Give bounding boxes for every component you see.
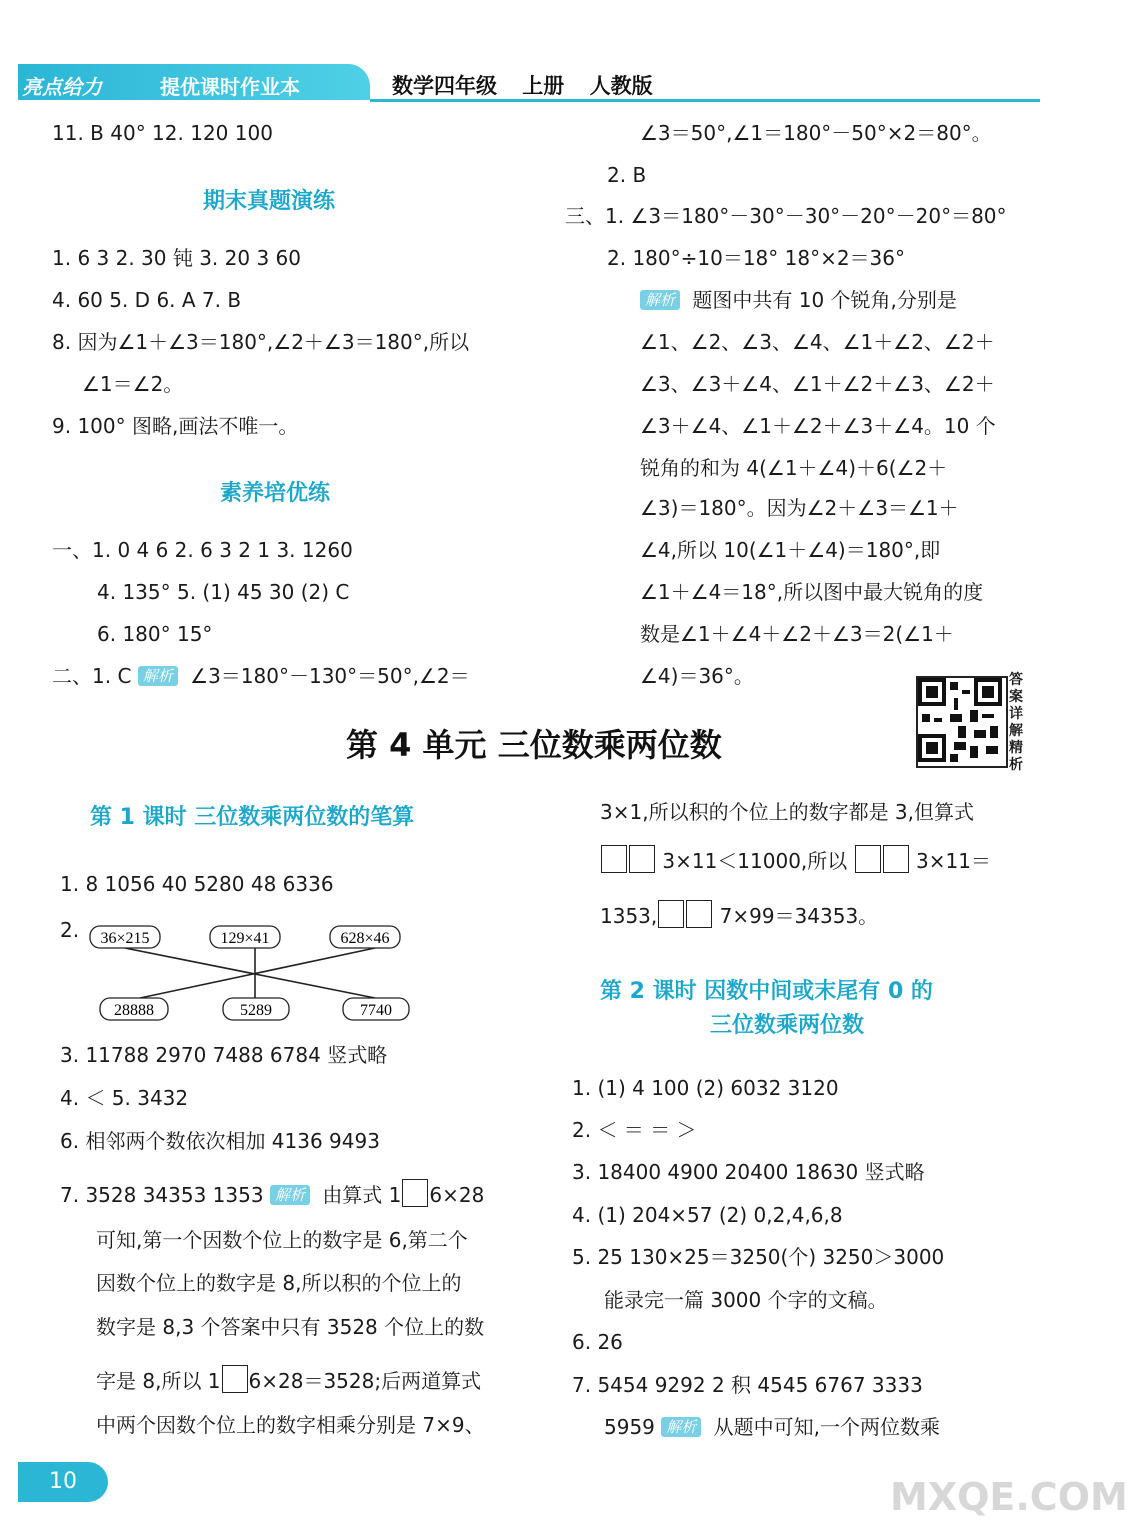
blank-box <box>883 845 909 873</box>
blank-box <box>658 900 684 928</box>
answer-line: 能录完一篇 3000 个字的文稿。 <box>604 1288 888 1312</box>
answer-line: ∠3、∠3＋∠4、∠1＋∠2＋∠3、∠2＋ <box>640 372 995 396</box>
header-subtitle: 提优课时作业本 <box>160 75 300 99</box>
section-title-final-exam: 期末真题演练 <box>203 189 336 214</box>
header-rule <box>370 99 1040 102</box>
match-top-1: 36×215 <box>100 930 150 947</box>
analysis-tag: 解析 <box>640 290 680 310</box>
lesson1-title: 第 1 课时 三位数乘两位数的笔算 <box>90 805 415 830</box>
answer-text: 由算式 1 <box>322 1183 402 1207</box>
blank-box <box>402 1179 428 1207</box>
answer-line: 1. 8 1056 40 5280 48 6336 <box>60 872 334 896</box>
answer-line: ∠4,所以 10(∠1＋∠4)＝180°,即 <box>640 538 941 562</box>
qr-code-label: 答案详解精析 <box>1009 672 1023 773</box>
answer-line: 8. 因为∠1＋∠3＝180°,∠2＋∠3＝180°,所以 <box>52 330 470 354</box>
lesson2-title-line2: 三位数乘两位数 <box>710 1013 865 1038</box>
answer-line <box>600 900 878 928</box>
blank-box <box>686 900 712 928</box>
answer-line: 三、1. ∠3＝180°－30°－30°－20°－20°＝80° <box>565 204 1007 228</box>
answer-text: 题图中共有 10 个锐角,分别是 <box>692 288 957 312</box>
answer-line: ∠3)＝180°。因为∠2＋∠3＝∠1＋ <box>640 496 959 520</box>
answer-line: 数是∠1＋∠4＋∠2＋∠3＝2(∠1＋ <box>640 622 954 646</box>
matching-diagram <box>85 920 445 1025</box>
answer-line: 1. 6 3 2. 30 钝 3. 20 3 60 <box>52 246 301 270</box>
match-top-2: 129×41 <box>220 930 270 947</box>
answer-line: 1. (1) 4 100 (2) 6032 3120 <box>572 1076 839 1100</box>
match-bottom-2: 5289 <box>240 1002 272 1019</box>
analysis-tag: 解析 <box>138 666 178 686</box>
answer-line: 4. ＜ 5. 3432 <box>60 1086 189 1110</box>
answer-line: 9. 100° 图略,画法不唯一。 <box>52 414 299 438</box>
answer-text: 6×28＝3528;后两道算式 <box>248 1369 482 1393</box>
answer-text: 7. 3528 34353 1353 <box>60 1183 264 1207</box>
page-number: 10 <box>18 1462 108 1502</box>
header-brand: 亮点给力 <box>22 75 102 99</box>
blank-box <box>855 845 881 873</box>
answer-text: 5959 <box>604 1415 655 1439</box>
answer-line: ∠1、∠2、∠3、∠4、∠1＋∠2、∠2＋ <box>640 330 995 354</box>
answer-line: 2. B <box>607 163 647 187</box>
blank-box <box>222 1365 248 1393</box>
answer-line: ∠4)＝36°。 <box>640 664 754 688</box>
answer-line <box>60 1179 484 1207</box>
answer-line <box>52 664 470 688</box>
blank-box <box>629 845 655 873</box>
answer-line: 2. 180°÷10＝18° 18°×2＝36° <box>607 246 906 270</box>
analysis-tag: 解析 <box>270 1185 310 1205</box>
answer-line: 4. 135° 5. (1) 45 30 (2) C <box>97 580 350 604</box>
answer-line <box>96 1365 481 1393</box>
answer-line: 2. ＜ ＝ ＝ ＞ <box>572 1118 697 1142</box>
answer-line: 5. 25 130×25＝3250(个) 3250＞3000 <box>572 1245 945 1269</box>
answer-line <box>640 288 957 312</box>
answer-line: 因数个位上的数字是 8,所以积的个位上的 <box>96 1271 462 1295</box>
answer-line: 中两个因数个位上的数字相乘分别是 7×9、 <box>96 1413 485 1437</box>
unit-title: 第 4 单元 三位数乘两位数 <box>346 726 722 764</box>
answer-line: 4. 60 5. D 6. A 7. B <box>52 288 242 312</box>
answer-line: 可知,第一个因数个位上的数字是 6,第二个 <box>96 1228 468 1252</box>
analysis-tag: 解析 <box>661 1417 701 1437</box>
answer-line: 锐角的和为 4(∠1＋∠4)＋6(∠2＋ <box>640 456 948 480</box>
lesson2-title: 第 2 课时 因数中间或末尾有 0 的 <box>600 979 933 1004</box>
header-book-info: 数学四年级 上册 人教版 <box>392 74 653 98</box>
answer-line: ∠1＋∠4＝18°,所以图中最大锐角的度 <box>640 580 984 604</box>
answer-line: 3. 18400 4900 20400 18630 竖式略 <box>572 1160 925 1184</box>
answer-line: 3. 11788 2970 7488 6784 竖式略 <box>60 1043 388 1067</box>
answer-line: 7. 5454 9292 2 积 4545 6767 3333 <box>572 1373 923 1397</box>
watermark: MXQE.COM <box>890 1475 1128 1519</box>
answer-text: 字是 8,所以 1 <box>96 1369 221 1393</box>
answer-text: 二、1. C <box>52 664 132 688</box>
answer-text: 6×28 <box>429 1183 485 1207</box>
answer-line: 6. 180° 15° <box>97 622 213 646</box>
answer-line: 数字是 8,3 个答案中只有 3528 个位上的数 <box>96 1315 485 1339</box>
answer-line: 一、1. 0 4 6 2. 6 3 2 1 3. 1260 <box>52 538 353 562</box>
answer-line: 6. 26 <box>572 1330 623 1354</box>
answer-line: 6. 相邻两个数依次相加 4136 9493 <box>60 1129 380 1153</box>
match-top-3: 628×46 <box>340 930 390 947</box>
answer-line: 11. B 40° 12. 120 100 <box>52 121 273 145</box>
answer-text: 从题中可知,一个两位数乘 <box>713 1415 940 1439</box>
answer-line: 3×1,所以积的个位上的数字都是 3,但算式 <box>600 800 975 824</box>
answer-text: ∠3＝180°－130°＝50°,∠2＝ <box>190 664 470 688</box>
answer-line <box>604 1415 940 1439</box>
answer-line: 4. (1) 204×57 (2) 0,2,4,6,8 <box>572 1203 843 1227</box>
answer-text: 3×11＝ <box>916 849 991 873</box>
qr-code-icon[interactable] <box>916 676 1008 768</box>
blank-box <box>601 845 627 873</box>
match-bottom-1: 28888 <box>114 1002 154 1019</box>
section-title-literacy: 素养培优练 <box>220 481 331 506</box>
answer-line: 2. <box>60 918 80 942</box>
answer-line: ∠1＝∠2。 <box>82 372 184 396</box>
answer-line <box>600 845 991 873</box>
answer-line: ∠3＝50°,∠1＝180°－50°×2＝80°。 <box>640 121 992 145</box>
match-bottom-3: 7740 <box>360 1002 392 1019</box>
answer-text: 3×11＜11000,所以 <box>662 849 848 873</box>
answer-line: ∠3＋∠4、∠1＋∠2＋∠3＋∠4。10 个 <box>640 414 996 438</box>
answer-text: 7×99＝34353。 <box>719 904 879 928</box>
answer-text: 1353, <box>600 904 658 928</box>
